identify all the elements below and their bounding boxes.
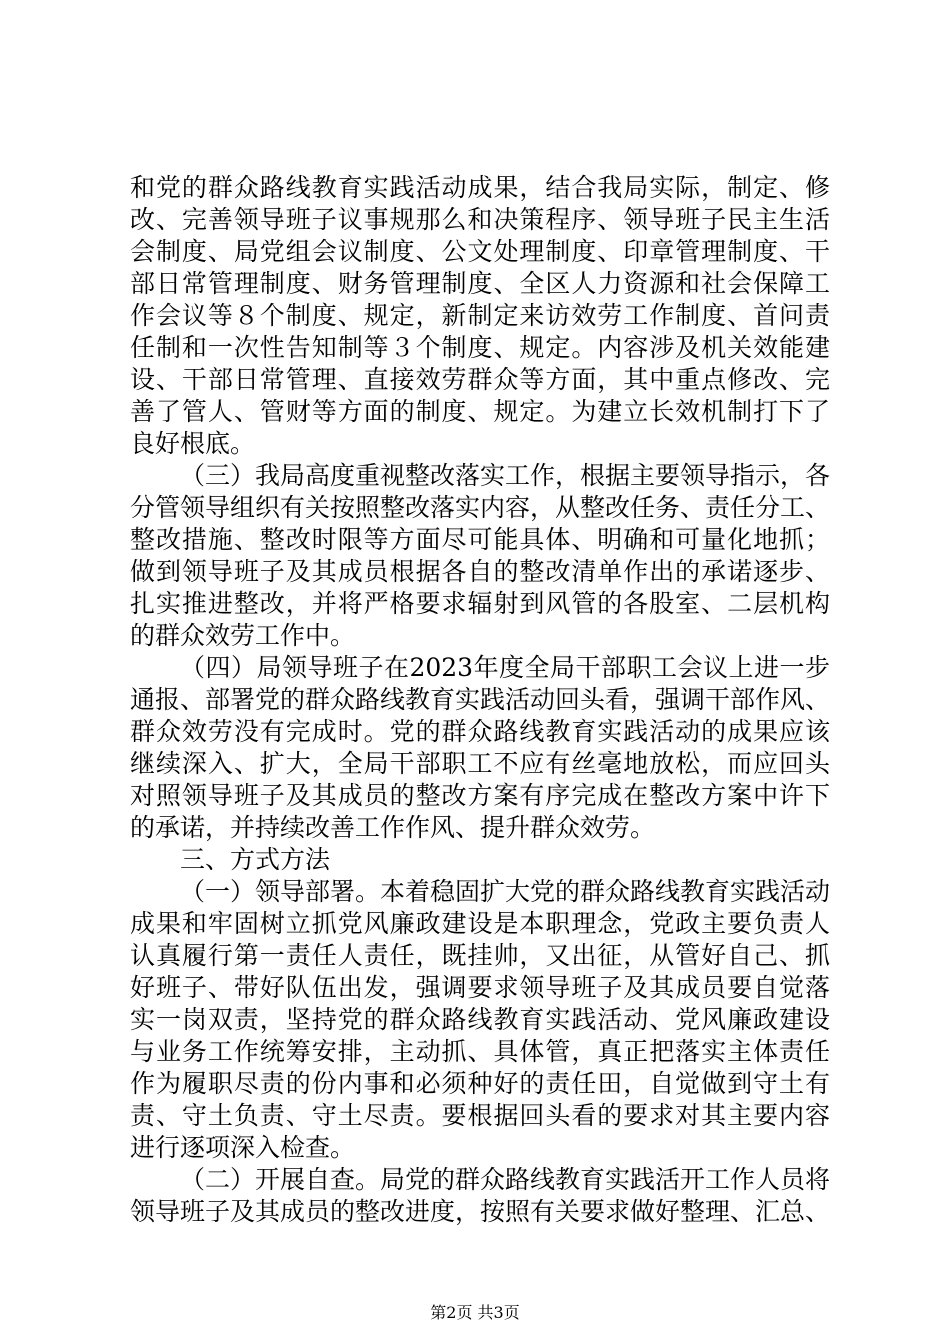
text-line: 认真履行第一责任人责任，既挂帅，又出征，从管好自己、抓: [130, 941, 830, 970]
text-line: 进行逐项深入检查。: [130, 1133, 356, 1162]
text-line: 实一岗双责，坚持党的群众路线教育实践活动、党风廉政建设: [130, 1005, 830, 1034]
text-line: 设、干部日常管理、直接效劳群众等方面，其中重点修改、完: [130, 365, 830, 394]
text-line: 作会议等８个制度、规定，新制定来访效劳工作制度、首问责: [130, 301, 830, 330]
text-line: 整改措施、整改时限等方面尽可能具体、明确和可量化地抓；: [130, 525, 830, 554]
text-line: 的承诺，并持续改善工作作风、提升群众效劳。: [130, 813, 656, 842]
text-line: 对照领导班子及其成员的整改方案有序完成在整改方案中许下: [130, 781, 830, 810]
text-line: 与业务工作统筹安排，主动抓、具体管，真正把落实主体责任: [130, 1037, 830, 1066]
text-line: 群众效劳没有完成时。党的群众路线教育实践活动的成果应该: [130, 717, 830, 746]
text-line: 的群众效劳工作中。: [130, 621, 356, 650]
text-line: 继续深入、扩大，全局干部职工不应有丝毫地放松，而应回头: [130, 749, 830, 778]
paragraph-start-line: （一）领导部署。本着稳固扩大党的群众路线教育实践活动: [180, 877, 831, 906]
text-line: 做到领导班子及其成员根据各自的整改清单作出的承诺逐步、: [130, 557, 830, 586]
body-text: [130, 172, 830, 1228]
text-line: 好班子、带好队伍出发，强调要求领导班子及其成员要自觉落: [130, 973, 830, 1002]
text-line: 通报、部署党的群众路线教育实践活动回头看，强调干部作风、: [130, 685, 831, 714]
section-heading: 三、方式方法: [180, 845, 331, 874]
text-line: 改、完善领导班子议事规那么和决策程序、领导班子民主生活: [130, 205, 830, 234]
page-number: 第2页 共3页: [430, 1303, 520, 1322]
text-line: 会制度、局党组会议制度、公文处理制度、印章管理制度、干: [130, 237, 830, 266]
text-line: 作为履职尽责的份内事和必须种好的责任田，自觉做到守土有: [130, 1069, 830, 1098]
text-line: 责、守土负责、守土尽责。要根据回头看的要求对其主要内容: [130, 1101, 830, 1130]
paragraph-start-line: （二）开展自查。局党的群众路线教育实践活开工作人员将: [180, 1165, 831, 1194]
paragraph-start-line: （三）我局高度重视整改落实工作，根据主要领导指示，各: [180, 461, 831, 490]
text-line: 和党的群众路线教育实践活动成果，结合我局实际，制定、修: [130, 173, 830, 202]
text-line: 善了管人、管财等方面的制度、规定。为建立长效机制打下了: [130, 397, 830, 426]
text-line: 分管领导组织有关按照整改落实内容，从整改任务、责任分工、: [130, 493, 831, 522]
text-line: 任制和一次性告知制等３个制度、规定。内容涉及机关效能建: [130, 333, 830, 362]
text-line: 部日常管理制度、财务管理制度、全区人力资源和社会保障工: [130, 269, 830, 298]
text-line: 领导班子及其成员的整改进度，按照有关要求做好整理、汇总、: [130, 1197, 831, 1226]
text-line: 成果和牢固树立抓党风廉政建设是本职理念，党政主要负责人: [130, 909, 830, 938]
text-line: 扎实推进整改，并将严格要求辐射到风管的各股室、二层机构: [130, 589, 830, 618]
text-line: 良好根底。: [130, 429, 256, 458]
paragraph-start-line: （四）局领导班子在2023年度全局干部职工会议上进一步: [180, 653, 830, 682]
